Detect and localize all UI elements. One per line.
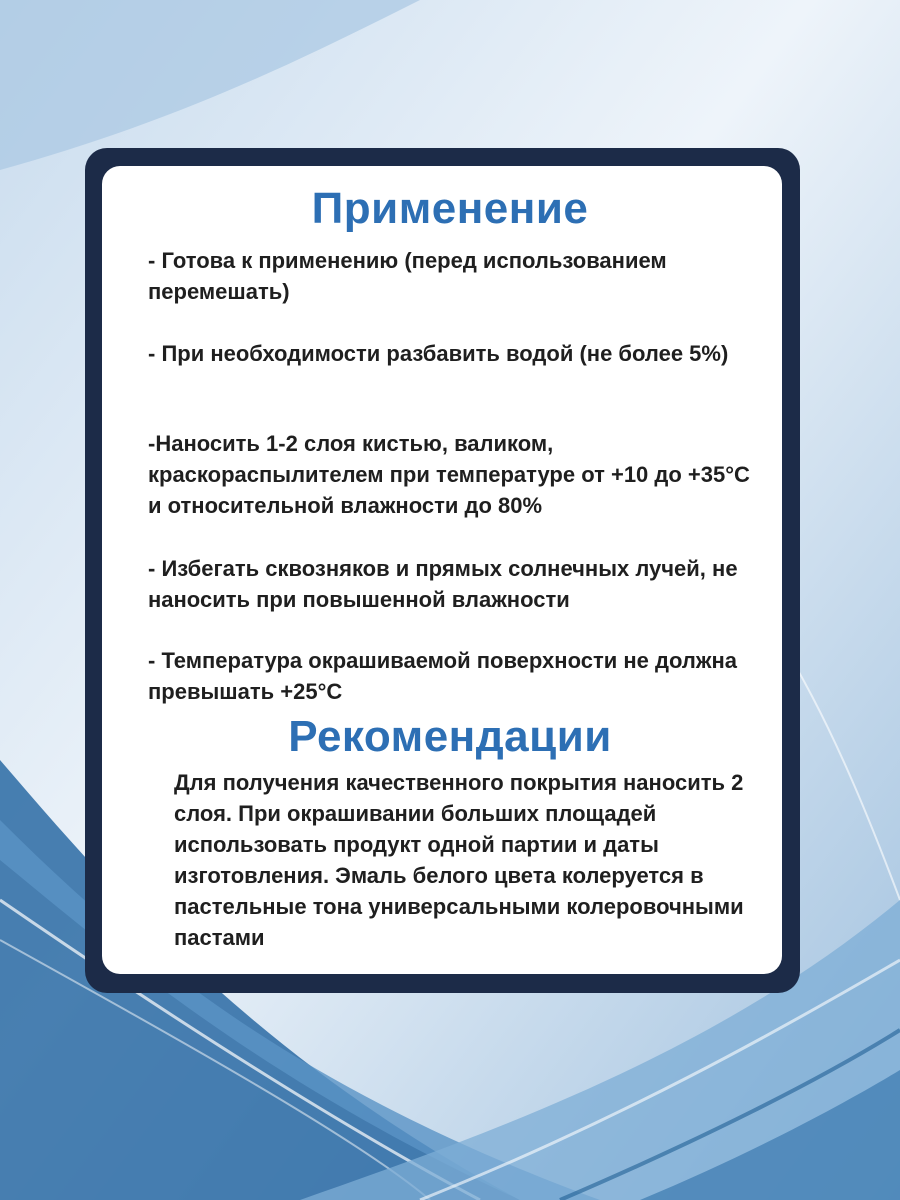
application-item: -Наносить 1-2 слоя кистью, валиком, краскораспылителем при температуре от +10 до +35°С и относительной влажности до 80%: [148, 431, 750, 518]
application-item: - Избегать сквозняков и прямых солнечных лучей, не наносить при повышенной влажности: [148, 556, 738, 612]
application-title: Применение: [311, 184, 589, 233]
application-item: - Температура окрашиваемой поверхности не должна превышать +25°С: [148, 648, 737, 704]
recommendations-text: Для получения качественного покрытия наносить 2 слоя. При окрашивании больших площадей использовать продукт одной партии и даты изготовления. Эмаль белого цвета колеруется в пастельные тона универсальными колеровочными пастами: [174, 770, 744, 950]
application-item: - При необходимости разбавить водой (не более 5%): [148, 341, 729, 366]
application-item: - Готова к применению (перед использованием перемешать): [148, 248, 667, 304]
recommendations-title: Рекомендации: [288, 712, 612, 761]
